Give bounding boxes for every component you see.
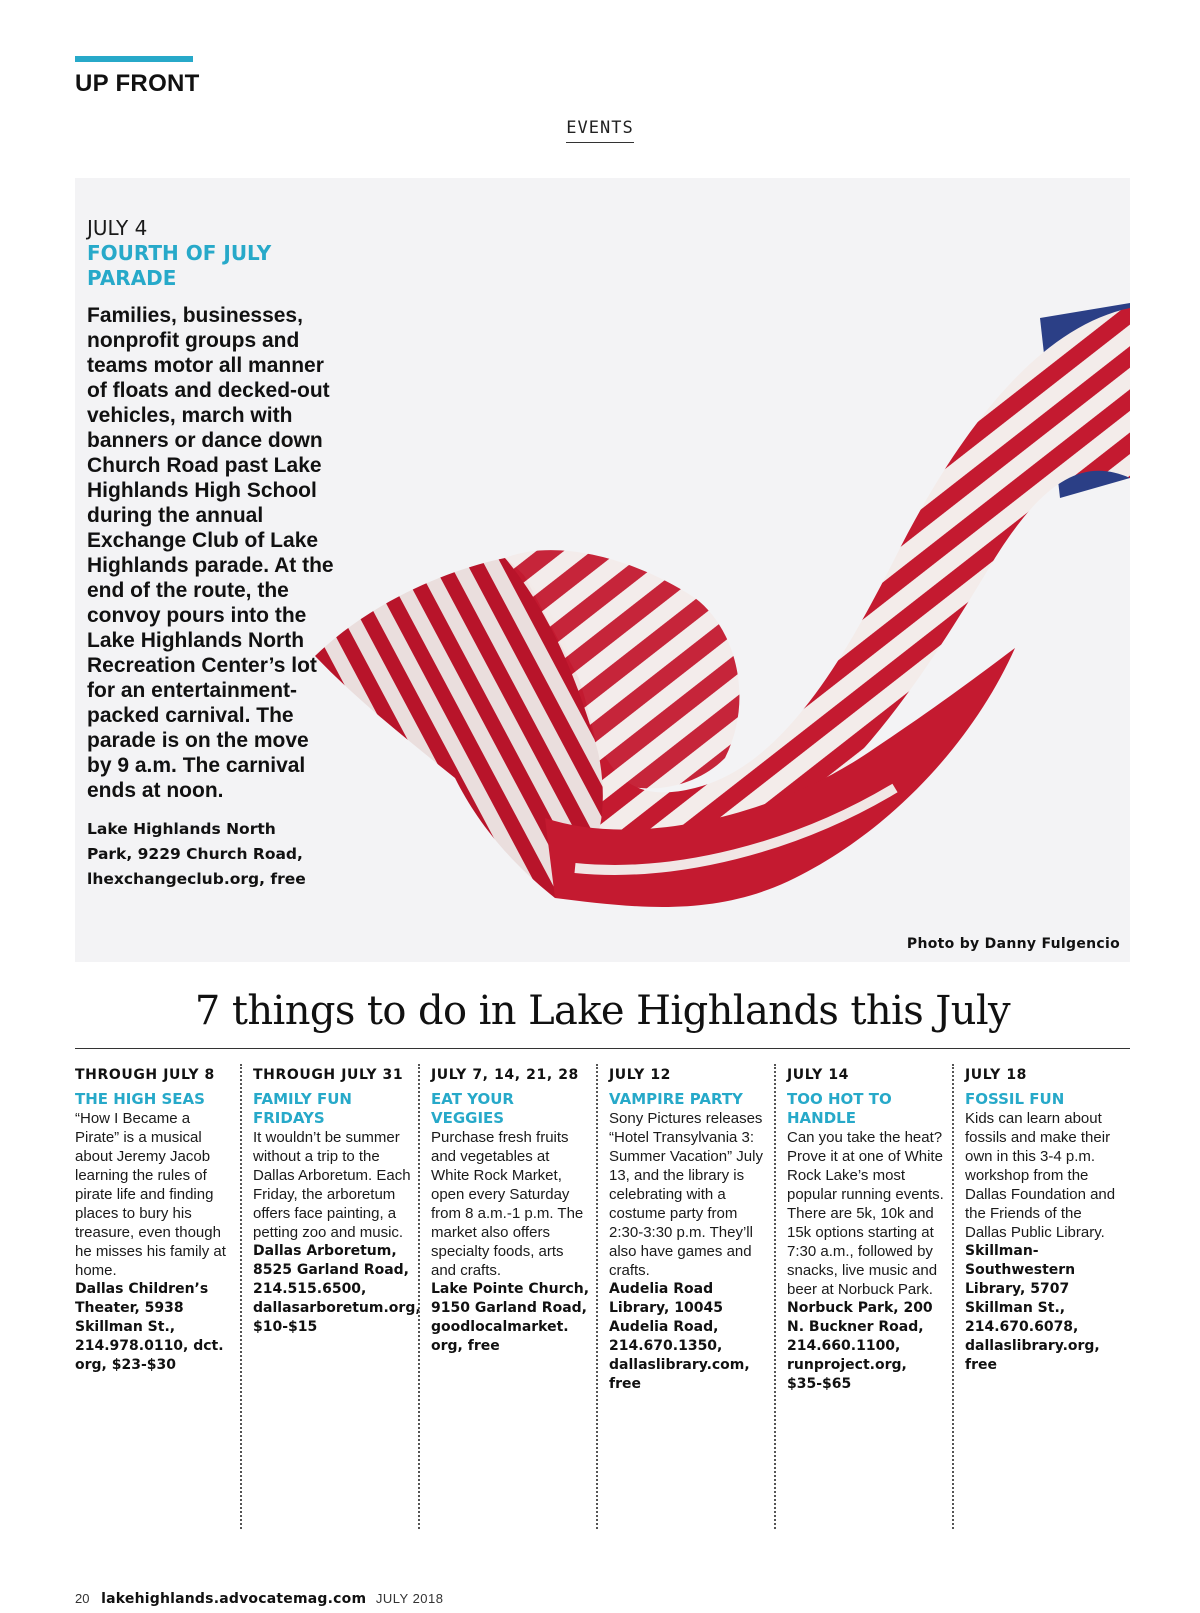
event-description: Sony Pictures releases “Hotel Transylvania 3: Summer Vacation” July 13, and the library is celebrating with a costume party from 2:30-3:30 p.m. They’ll also have games and crafts.	[609, 1110, 763, 1279]
feature-text	[87, 216, 332, 892]
feature-body: Families, businesses, nonprofit groups and teams motor all manner of floats and decked-out vehicles, march with banners or dance down Church Road past Lake Highlands High School during the annual Exchange Club of Lake Highlands parade. At the end of the route, the convoy pours into the Lake Highlands North Recreation Center’s lot for an entertainment-packed carnival. The parade is on the move by 9 a.m. The carnival ends at noon.	[87, 304, 334, 802]
event-description: Kids can learn about fossils and make their own in this 3-4 p.m. workshop from the Dallas Foundation and the Friends of the Dallas Public Library.	[965, 1110, 1116, 1241]
event-date: JULY 12	[609, 1067, 672, 1083]
event-date: JULY 18	[965, 1067, 1028, 1083]
feature-date: JULY 4	[87, 216, 148, 240]
event-title: TOO HOT TO HANDLE	[787, 1090, 892, 1127]
page-number: 20	[75, 1591, 90, 1606]
event-date: JULY 7, 14, 21, 28	[431, 1067, 579, 1083]
event-title: EAT YOUR VEGGIES	[431, 1090, 514, 1127]
feature-venue: Lake Highlands North Park, 9229 Church Road, lhexchangeclub.org, free	[87, 820, 306, 888]
column-divider	[240, 1064, 242, 1529]
photo-credit: Photo by Danny Fulgencio	[906, 936, 1120, 952]
event-date: JULY 14	[787, 1067, 850, 1083]
category-label: EVENTS	[566, 118, 633, 143]
event-venue: Lake Pointe Church, 9150 Garland Road, goodlocalmarket. org, free	[431, 1281, 590, 1354]
page-footer	[75, 1591, 444, 1607]
event-date: THROUGH JULY 31	[253, 1067, 404, 1083]
event-column	[431, 1064, 591, 1529]
column-divider	[418, 1064, 420, 1529]
event-description: Purchase fresh fruits and vegetables at White Rock Market, open every Saturday from 8 a.m.-1 p.m. The market also offers specialty foods, arts and crafts.	[431, 1129, 584, 1279]
feature-title: FOURTH OF JULY PARADE	[87, 241, 272, 290]
event-description: “How I Became a Pirate” is a musical about Jeremy Jacob learning the rules of pirate life and finding places to bury his treasure, even though he misses his family at home.	[75, 1110, 226, 1279]
event-venue: Norbuck Park, 200 N. Buckner Road, 214.660.1100, runproject.org, $35-$65	[787, 1300, 933, 1392]
column-divider	[952, 1064, 954, 1529]
column-divider	[596, 1064, 598, 1529]
event-venue: Skillman-Southwestern Library, 5707 Skillman St., 214.670.6078, dallaslibrary.org, free	[965, 1243, 1100, 1373]
article-headline: 7 things to do in Lake Highlands this July	[194, 988, 1011, 1034]
event-venue: Audelia Road Library, 10045 Audelia Road, 214.670.1350, dallaslibrary.com, free	[609, 1281, 750, 1392]
event-venue: Dallas Children’s Theater, 5938 Skillman St., 214.978.0110, dct. org, $23-$30	[75, 1281, 224, 1373]
headline-rule	[75, 1048, 1130, 1049]
issue-date: JULY 2018	[375, 1591, 444, 1606]
event-title: FOSSIL FUN	[965, 1090, 1065, 1108]
event-column	[75, 1064, 235, 1529]
section-heading: UP FRONT	[75, 70, 200, 97]
event-description: It wouldn’t be summer without a trip to the Dallas Arboretum. Each Friday, the arboretum offers face painting, a petting zoo and music.	[253, 1129, 411, 1241]
event-title: FAMILY FUN FRIDAYS	[253, 1090, 352, 1127]
event-title: VAMPIRE PARTY	[609, 1090, 743, 1108]
event-description: Can you take the heat? Prove it at one of White Rock Lake’s most popular running events. There are 5k, 10k and 15k options starting at 7:30 a.m., followed by snacks, live music and beer at Norbuck Park.	[787, 1129, 944, 1298]
event-column	[787, 1064, 947, 1529]
feature-panel	[75, 178, 1130, 962]
event-column	[609, 1064, 769, 1529]
event-date: THROUGH JULY 8	[75, 1067, 215, 1083]
column-divider	[774, 1064, 776, 1529]
site-url[interactable]: lakehighlands.advocatemag.com	[101, 1591, 367, 1607]
category-label-wrap	[0, 118, 1200, 138]
section-accent-bar	[75, 56, 193, 62]
event-venue: Dallas Arboretum, 8525 Garland Road, 214.515.6500, dallasarboretum.org, $10-$15	[253, 1243, 421, 1335]
event-title: THE HIGH SEAS	[75, 1090, 205, 1108]
event-column	[253, 1064, 421, 1529]
event-column	[965, 1064, 1125, 1529]
event-columns	[75, 1064, 1155, 1529]
